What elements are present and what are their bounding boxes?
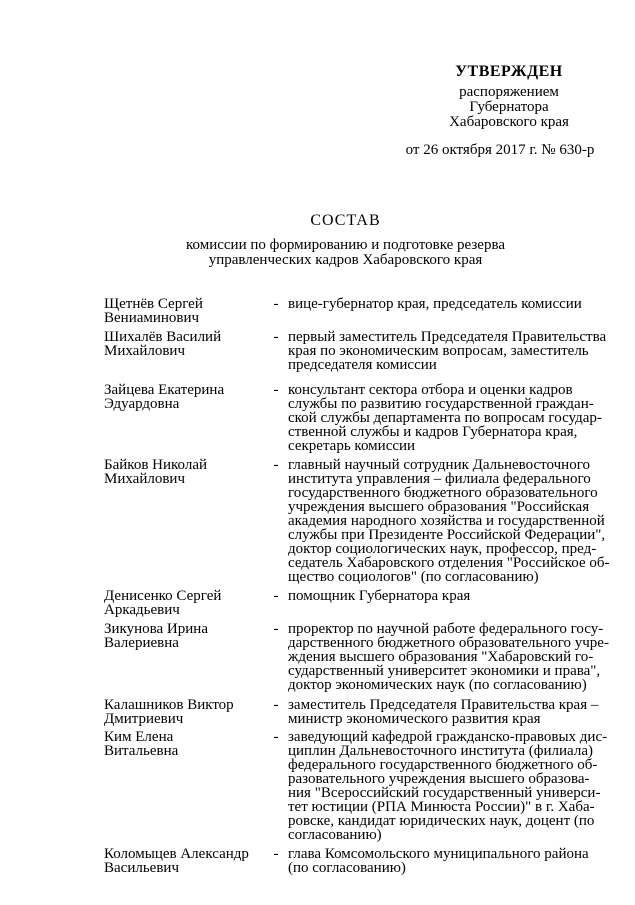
member-position-line: края по экономическим вопросам, заместитель [288,343,589,359]
member-position-line: консультант сектора отбора и оценки кадров [288,382,573,398]
member-position-line: седатель Хабаровского отделения "Российское об- [288,555,610,571]
member-name [104,458,264,584]
separator-dash: - [273,329,279,345]
member-position [288,622,614,692]
approval-line-3: Хабаровского края [449,114,569,130]
member-position [288,330,614,372]
member-name-line: Денисенко Сергей [104,588,222,604]
member-position [288,589,614,617]
member-position-line: (по согласованию) [288,860,406,876]
member-name-line: Коломыцев Александр [104,846,249,862]
member-position [288,383,614,453]
member-position [288,297,614,325]
member-position-line: сударственный университет экономики и права", [288,663,601,679]
member-position-line: ждения высшего образования "Хабаровский го- [288,649,594,665]
member-row [104,297,614,325]
member-name-line: Михайлович [104,471,185,487]
member-row [104,622,614,692]
separator-dash: - [273,296,279,312]
member-position [288,730,614,842]
document-subtitle-line-1: комиссии по формированию и подготовке резерва [185,237,506,253]
member-position-line: министр экономического развития края [288,711,541,727]
member-name-line: Ким Елена [104,729,174,745]
member-position-line: помощник Губернатора края [288,588,471,604]
members-list [104,297,614,875]
member-position-line: тет юстиции (РПА Минюста России)" в г. Хаба- [288,799,595,815]
document-subtitle-line-2: управленческих кадров Хабаровского края [208,252,483,268]
document-title-block [28,212,635,268]
member-position [288,458,614,584]
member-name [104,698,264,726]
approval-date: от 26 октября 2017 г. № 630-р [405,142,595,158]
member-position-line: службы по развитию государственной граждан- [288,396,594,412]
member-name-line: Калашников Виктор [104,697,234,713]
member-row [104,589,614,617]
member-position-line: заведующий кафедрой гражданско-правовых дис- [288,729,608,745]
approval-stamp [395,64,605,158]
member-position-line: академия народного хозяйства и государственной [288,513,605,529]
approval-heading: УТВЕРЖДЕН [455,63,563,80]
separator-dash: - [273,846,279,862]
member-position-line: согласованию) [288,827,382,843]
member-row [104,698,614,726]
member-position-line: глава Комсомольского муниципального района [288,846,589,862]
member-name-line: Валериевна [104,635,179,651]
member-name-line: Михайлович [104,343,185,359]
member-position-line: службы при Президенте Российской Федерации", [288,527,606,543]
member-name-line: Васильевич [104,860,179,876]
document-title: СОСТАВ [310,212,381,229]
member-row [104,458,614,584]
member-position-line: заместитель Председателя Правительства края – [288,697,599,713]
member-position-line: ской службы департамента по вопросам государ- [288,410,602,426]
member-position-line: первый заместитель Председателя Правительства [288,329,607,345]
separator-dash: - [273,457,279,473]
member-position-line: секретарь комиссии [288,438,416,454]
member-position-line: вице-губернатор края, председатель комиссии [288,296,582,312]
member-position-line: разовательного учреждения высшего образова- [288,771,590,787]
member-name [104,730,264,842]
separator-dash: - [273,621,279,637]
member-position-line: ственной службы и кадров Губернатора края, [288,424,578,440]
separator-dash: - [273,697,279,713]
member-name-line: Шихалёв Василий [104,329,222,345]
member-position-line: главный научный сотрудник Дальневосточного [288,457,590,473]
separator-dash: - [273,588,279,604]
member-name [104,297,264,325]
member-name-line: Щетнёв Сергей [104,296,203,312]
member-position [288,847,614,875]
member-name-line: Зайцева Екатерина [104,382,225,398]
separator-dash: - [273,382,279,398]
member-position-line: федерального государственного бюджетного об- [288,757,598,773]
member-name-line: Зикунова Ирина [104,621,208,637]
approval-line-1: распоряжением [459,84,559,100]
member-name [104,622,264,692]
member-position-line: проректор по научной работе федерального госу- [288,621,604,637]
member-position-line: циплин Дальневосточного института (филиала) [288,743,593,759]
member-position-line: ния "Всероссийский государственный универси- [288,785,601,801]
member-name-line: Эдуардовна [104,396,180,412]
member-name-line: Витальевна [104,743,179,759]
member-position-line: дарственного бюджетного образовательного учре- [288,635,609,651]
member-position-line: учреждения высшего образования "Российская [288,499,590,515]
member-name [104,383,264,453]
member-name-line: Дмитриевич [104,711,184,727]
member-name [104,847,264,875]
member-position-line: щество социологов" (по согласованию) [288,569,539,585]
member-position [288,698,614,726]
member-position-line: ровске, кандидат юридических наук, доцент (по [288,813,595,829]
member-name [104,330,264,372]
member-position-line: доктор социологических наук, профессор, пред- [288,541,597,557]
separator-dash: - [273,729,279,745]
member-name-line: Вениаминович [104,310,200,326]
member-position-line: председателя комиссии [288,357,437,373]
member-position-line: доктор экономических наук (по согласованию) [288,677,587,693]
member-row [104,383,614,453]
approval-line-2: Губернатора [469,99,549,115]
member-position-line: института управления – филиала федерального [288,471,591,487]
member-position-line: государственного бюджетного образовательного [288,485,598,501]
member-row [104,330,614,372]
member-name [104,589,264,617]
member-row [104,730,614,842]
member-name-line: Аркадьевич [104,602,180,618]
member-name-line: Байков Николай [104,457,208,473]
member-row [104,847,614,875]
